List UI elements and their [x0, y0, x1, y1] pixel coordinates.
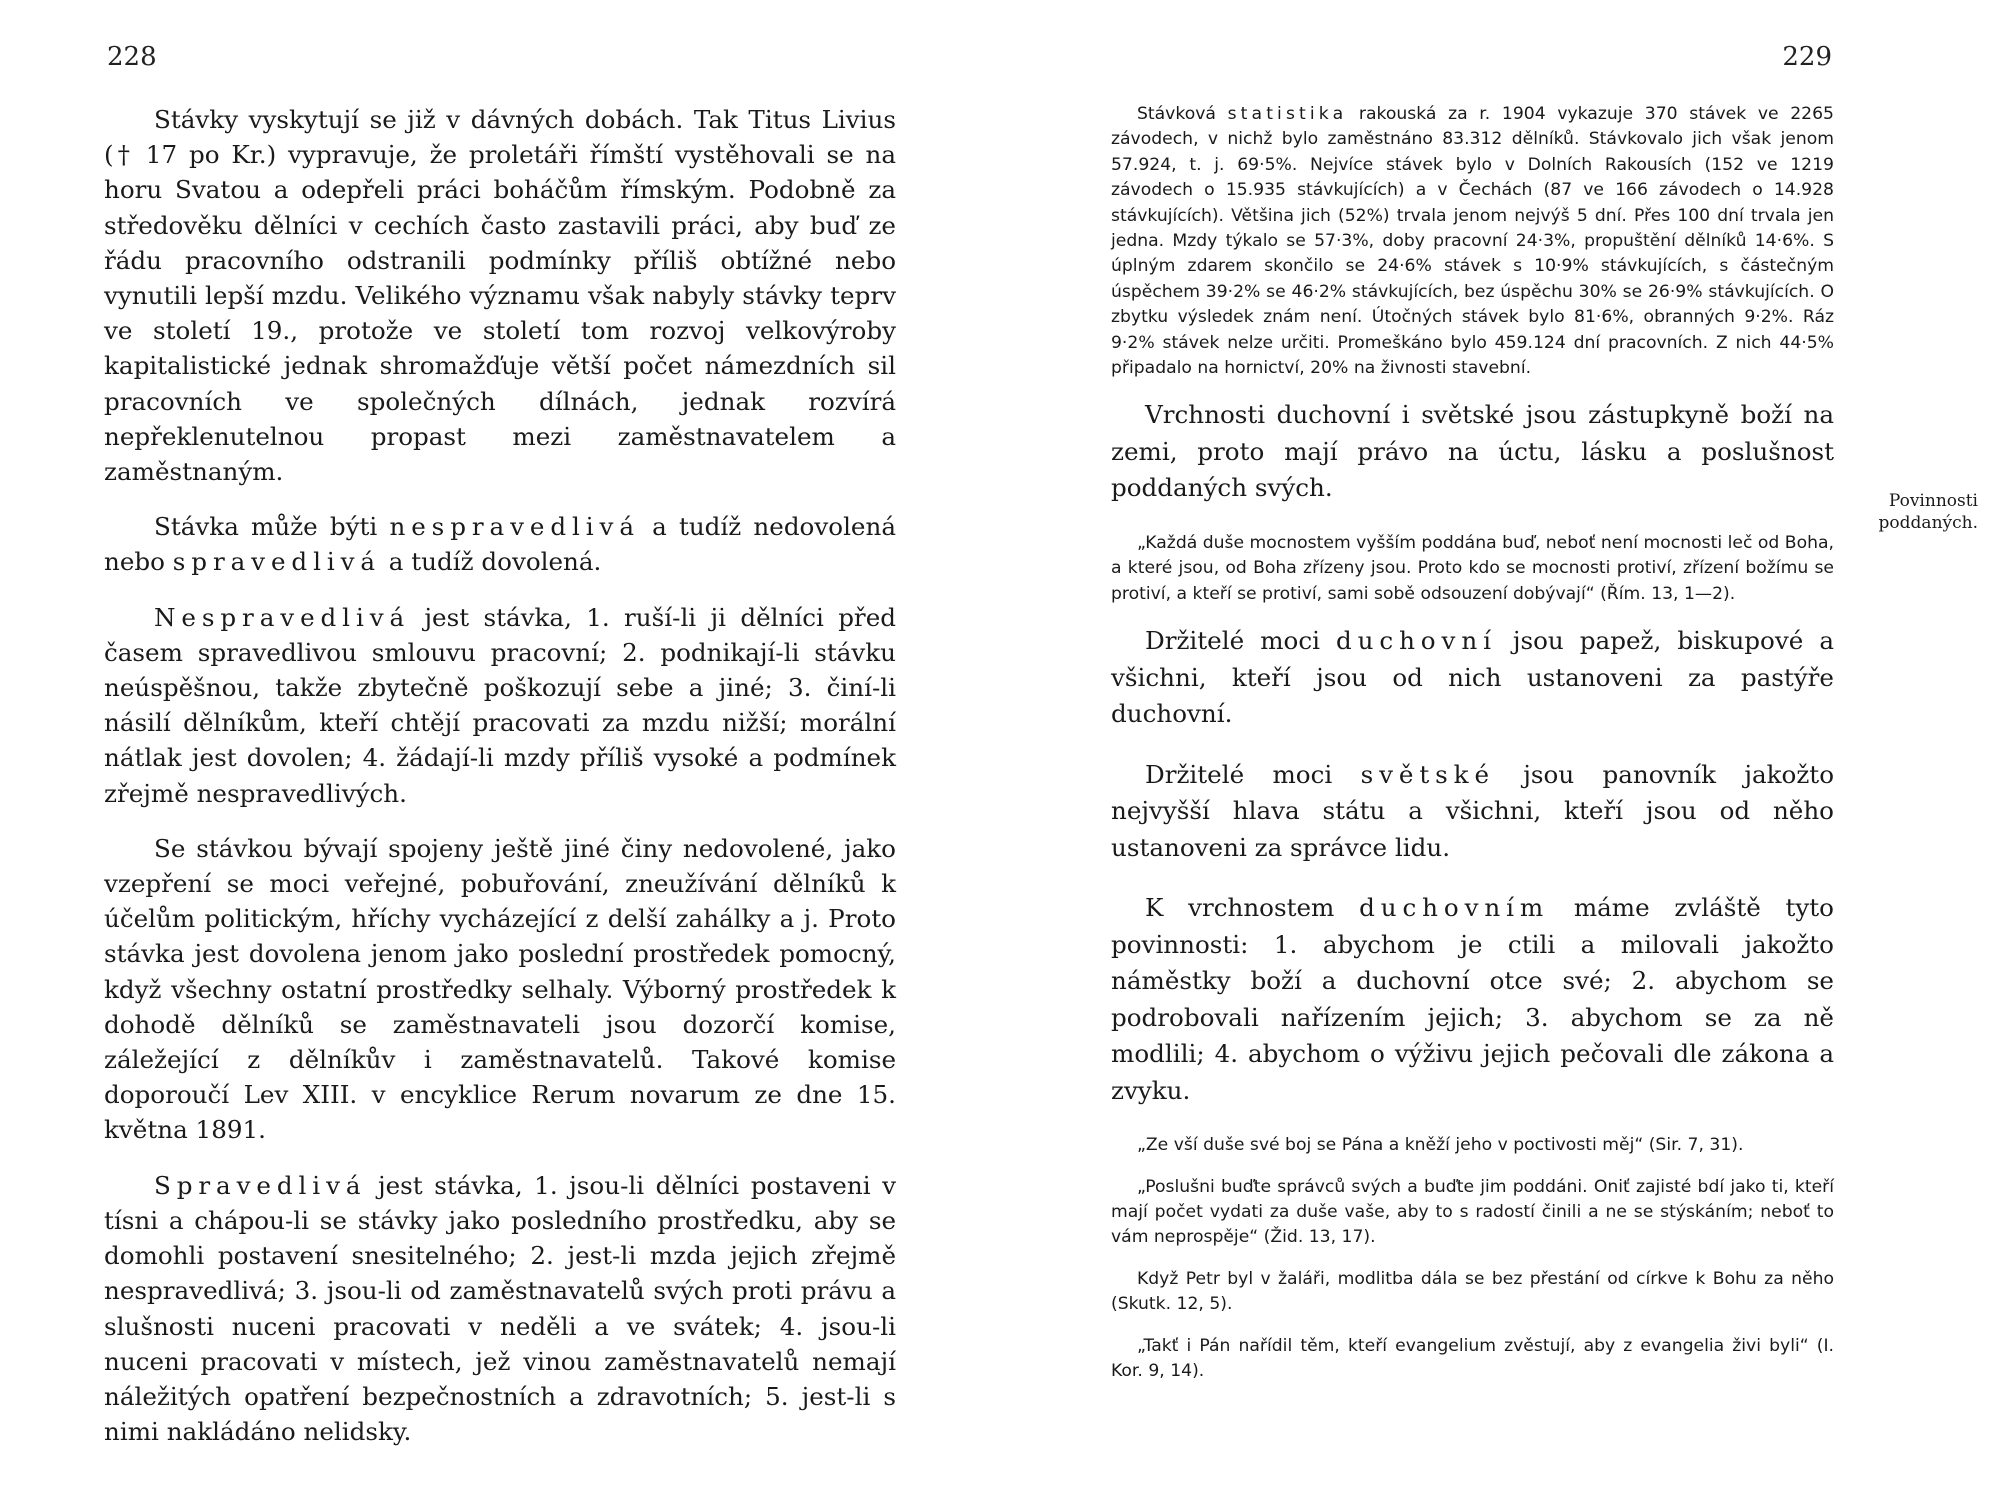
text-fragment: jest stávka, 1. jsou-li dělníci postaveni v tísni a chápou-li se stávky jako posledního prostředku, aby se domohli postavení snesitelného; 2. jest-li mzda jejich zřejmě nespravedlivá; 3. jsou-li od zaměstnavatelů svých proti právu a slušnosti nuceni pracovati v neděli a ve svátek; 4. jsou-li nuceni pracovati v místech, jež vinou zaměstnavatelů nemají náležitých opatření bezpečnostních a zdravotních; 5. jest-li s nimi nakládáno nelidsky. — [104, 1170, 896, 1447]
paragraph-history-of-strikes: Stávky vyskytují se již v dávných dobách. Tak Titus Livius († 17 po Kr.) vypravuje, že proletáři římští vystěhovali se na horu Svatou a odepřeli práci boháčům římským. Podobně za středověku dělníci v cechích často zastavili práci, aby buď ze řádu pracovního odstranili podmínky příliš obtížné nebo vynutili lepší mzdu. Velikého významu však nabyly stávky teprv ve století 19., protože ve století tom rozvoj velkovýroby kapitalistické jednak shromažďuje větší počet námezdních sil pracovních ve společných dílnách, jednak rozvírá nepřeklenutelnou propast mezi zaměstnavatelem a zaměstnaným. — [104, 105, 896, 487]
emphasis-spiritual: duchovní — [1336, 626, 1497, 656]
text-fragment: K vrchnostem — [1145, 893, 1360, 923]
paragraph-authorities-intro: Vrchnosti duchovní i světské jsou zástupkyně boží na zemi, proto mají právo na úctu, lásku a poslušnost poddaných svých. — [1111, 400, 1834, 503]
right-column-text — [1111, 102, 1834, 1400]
paragraph-strike-types — [104, 509, 896, 579]
emphasis-just-heading: Spravedlivá — [154, 1170, 367, 1200]
paragraph-unjust-strike — [104, 600, 896, 811]
text-fragment: jsou papež, biskupové a všichni, kteří jsou od nich ustanoveni za pastýře duchovní. — [1111, 626, 1834, 729]
margin-note — [1838, 490, 1978, 534]
text-fragment: jsou panovník jakožto nejvyšší hlava státu a všichni, kteří jsou od něho ustanoveni za správce lidu. — [1111, 759, 1835, 862]
paragraph-duties — [1111, 890, 1834, 1109]
emphasis-just: spravedlivá — [172, 547, 381, 577]
text-fragment: jest stávka, 1. ruší-li ji dělníci před časem spravedlivou smlouvu pracovní; 2. podnikají-li stávku neúspěšnou, takže zbytečně poškozují sebe a jiné; 3. činí-li násilí dělníkům, kteří chtějí pracovati za mzdu nižší; morální nátlak jest dovolen; 4. žádají-li mzdy příliš vysoké a podmínek zřejmě nespravedlivých. — [104, 602, 896, 808]
text-fragment: a tudíž dovolená. — [380, 547, 602, 577]
text-fragment: Držitelé moci — [1145, 626, 1336, 656]
text-fragment: Stávková — [1137, 104, 1228, 124]
right-page — [1030, 0, 1992, 1500]
text-fragment: Držitelé moci — [1145, 759, 1361, 789]
paragraph-spiritual-authority — [1111, 623, 1834, 733]
text-fragment: rakouská za r. 1904 vykazuje 370 stávek ve 2265 závodech, v nichž bylo zaměstnáno 83.312 dělníků. Stávkovalo jich však jenom 57.924, t. j. 69·5%. Nejvíce stávek bylo v Dolních Rakousích (152 ve 1219 závodech o 15.935 stávkujících) a v Čechách (87 ve 166 závodech o 14.928 stávkujících). Většina jich (52%) trvala jenom nejvýš 5 dní. Přes 100 dní trvala jen jedna. Mzdy týkalo se 57·3%, doby pracovní 24·3%, propuštění dělníků 14·6%. S úplným zdarem skončilo se 24·6% stávek s 10·9% stávkujících, s částečným úspěchem 39·2% se 46·2% stávkujících, bez úspěchu 30% se 26·9% stávkujících. O zbytku výsledek znám není. Útočných stávek bylo 81·6%, obranných 9·2%. Ráz 9·2% stávek nelze určiti. Promeškáno bylo 459.124 dní pracovních. Z nich 44·5% připadalo na hornictví, 20% na živnosti stavební. — [1111, 104, 1834, 379]
left-column-text — [104, 102, 896, 1469]
quote-acts: Když Petr byl v žaláři, modlitba dála se bez přestání od církve k Bohu za něho (Skutk. 12, 5). — [1111, 1268, 1834, 1315]
quote-sirach: „Ze vší duše své boj se Pána a kněží jeho v poctivosti měj“ (Sir. 7, 31). — [1137, 1135, 1744, 1156]
page-number-left: 228 — [107, 42, 157, 72]
quote-corinthians: „Takť i Pán nařídil těm, kteří evangelium zvěstují, aby z evangelia živi byli“ (I. Kor. 9, 14). — [1111, 1335, 1834, 1382]
paragraph-just-strike — [104, 1168, 896, 1450]
text-fragment: a tudíž nedovolená nebo — [104, 512, 896, 577]
text-fragment: máme zvláště tyto povinnosti: 1. abychom je ctili a milovali jakožto náměstky boží a duchovní otce své; 2. abychom se podrobovali nařízením jejich; 3. abychom se za ně modlili; 4. abychom o výživu jejich pečovali dle zákona a zvyku. — [1111, 893, 1834, 1105]
paragraph-forbidden-acts: Se stávkou bývají spojeny ještě jiné činy nedovolené, jako vzepření se moci veřejné, pobuřování, zneužívání dělníků k účelům politickým, hříchy vycházející z delší zahálky a j. Proto stávka jest dovolena jenom jako poslední prostředek pomocný, když všechny ostatní prostředky selhaly. Výborný prostředek k dohodě dělníků se zaměstnavateli jsou dozorčí komise, záležející z dělníkův i zaměstnavatelů. Takové komise doporoučí Lev XIII. v encyklice Rerum novarum ze dne 15. května 1891. — [104, 833, 896, 1145]
emphasis-secular: světské — [1360, 759, 1495, 789]
text-fragment: Stávka může býti — [154, 512, 390, 542]
emphasis-spiritual-duties: duchovním — [1359, 893, 1550, 923]
quote-romans: „Každá duše mocnostem vyšším poddána buď, neboť není mocnosti leč od Boha, a které jsou, od Boha zřízeny jsou. Proto kdo se mocnosti protiví, zřízení božímu se protiví, a kteří se protiví, sami sobě odsouzení dobývají“ (Řím. 13, 1—2). — [1111, 532, 1834, 604]
emphasis-unjust-heading: Nespravedlivá — [154, 602, 411, 632]
paragraph-secular-authority — [1111, 757, 1834, 867]
left-page — [0, 0, 960, 1500]
emphasis-statistics: statistika — [1227, 104, 1348, 124]
strike-statistics-note — [1111, 102, 1834, 381]
margin-note-line-2: poddaných. — [1878, 513, 1978, 533]
emphasis-unjust: nespravedlivá — [389, 512, 640, 542]
page-number-right: 229 — [1782, 42, 1832, 72]
quote-hebrews: „Poslušni buďte správců svých a buďte jim poddáni. Oniť zajisté bdí jako ti, kteří mají počet vydati za duše vaše, aby to s radostí činili a ne se stýskáním; neboť to vám neprospěje“ (Žid. 13, 17). — [1111, 1176, 1834, 1248]
margin-note-line-1: Povinnosti — [1888, 491, 1978, 511]
